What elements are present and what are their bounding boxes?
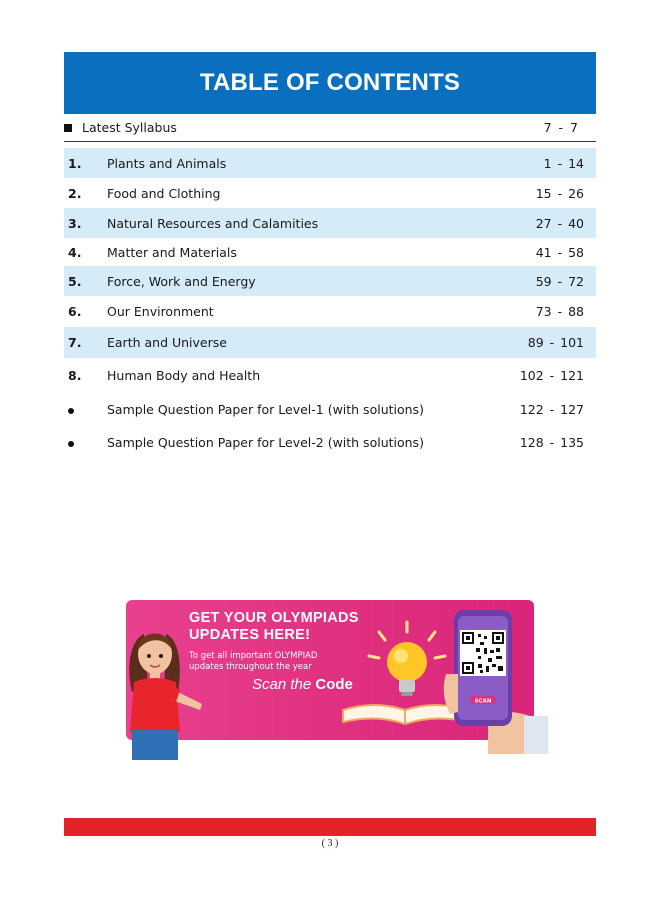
toc-title: Human Body and Health xyxy=(107,368,261,383)
page-number: ( 3 ) xyxy=(321,838,339,849)
banner-subtext xyxy=(189,651,349,673)
toc-header xyxy=(64,52,596,114)
syllabus-label: Latest Syllabus xyxy=(82,120,177,135)
footer-bar xyxy=(64,818,596,836)
toc-number: 1. xyxy=(68,155,82,171)
toc-title: Matter and Materials xyxy=(107,244,237,260)
toc-title: Food and Clothing xyxy=(107,185,221,201)
toc-pages: 27 - 40 xyxy=(535,215,584,231)
toc-row xyxy=(64,358,596,393)
toc-title: Our Environment xyxy=(107,304,214,319)
toc-pages: 122 - 127 xyxy=(519,401,584,417)
toc-pages: 73 - 88 xyxy=(535,304,584,319)
banner-sub-line2: updates throughout the year xyxy=(189,662,312,672)
toc-number: 3. xyxy=(68,215,82,231)
toc-pages: 1 - 14 xyxy=(543,155,584,171)
toc-title: Sample Question Paper for Level-1 (with solutions) xyxy=(107,401,424,417)
toc-number: 7. xyxy=(68,335,82,350)
toc-bullet-icon xyxy=(64,402,107,417)
syllabus-pages: 7 - 7 xyxy=(543,120,578,135)
toc-row xyxy=(64,425,596,459)
girl-illustration-icon xyxy=(120,620,210,760)
toc-title: Force, Work and Energy xyxy=(107,273,256,289)
toc-number: 6. xyxy=(68,304,82,319)
toc-title: Sample Question Paper for Level-2 (with solutions) xyxy=(107,434,424,450)
toc-pages: 41 - 58 xyxy=(535,244,584,260)
toc-row xyxy=(64,393,596,425)
banner-heading-line2: UPDATES HERE! xyxy=(189,627,311,643)
toc-number: 8. xyxy=(68,368,82,383)
page-title: TABLE OF CONTENTS xyxy=(199,69,461,96)
banner-sub-line1: To get all important OLYMPIAD xyxy=(189,651,318,661)
cta-bold-text: Code xyxy=(315,676,353,693)
toc-pages: 59 - 72 xyxy=(535,273,584,289)
toc-bullet-icon xyxy=(64,435,107,450)
toc-title: Plants and Animals xyxy=(107,155,227,171)
toc-title: Natural Resources and Calamities xyxy=(107,215,319,231)
toc-title: Earth and Universe xyxy=(107,335,227,350)
toc-number: 5. xyxy=(68,273,82,289)
square-bullet-icon xyxy=(64,124,72,132)
toc-row xyxy=(64,178,596,208)
round-bullet-icon xyxy=(68,408,74,414)
toc-pages: 15 - 26 xyxy=(535,185,584,201)
cta-thin-text: Scan the xyxy=(252,676,316,693)
toc-row xyxy=(64,327,596,358)
toc-row xyxy=(64,148,596,178)
toc-row xyxy=(64,296,596,327)
phone-qr-icon xyxy=(440,604,548,754)
banner-heading-line1: GET YOUR OLYMPIADS xyxy=(189,610,359,626)
toc-pages: 89 - 101 xyxy=(527,335,584,350)
syllabus-row xyxy=(64,114,596,142)
phone-scan-button-label: SCAN xyxy=(474,698,492,705)
toc-number: 4. xyxy=(68,244,82,260)
toc-number: 2. xyxy=(68,185,82,201)
toc-list xyxy=(64,148,596,459)
toc-row xyxy=(64,266,596,296)
toc-pages: 128 - 135 xyxy=(519,434,584,450)
toc-row xyxy=(64,238,596,266)
toc-pages: 102 - 121 xyxy=(519,368,584,383)
round-bullet-icon xyxy=(68,441,74,447)
toc-row xyxy=(64,208,596,238)
